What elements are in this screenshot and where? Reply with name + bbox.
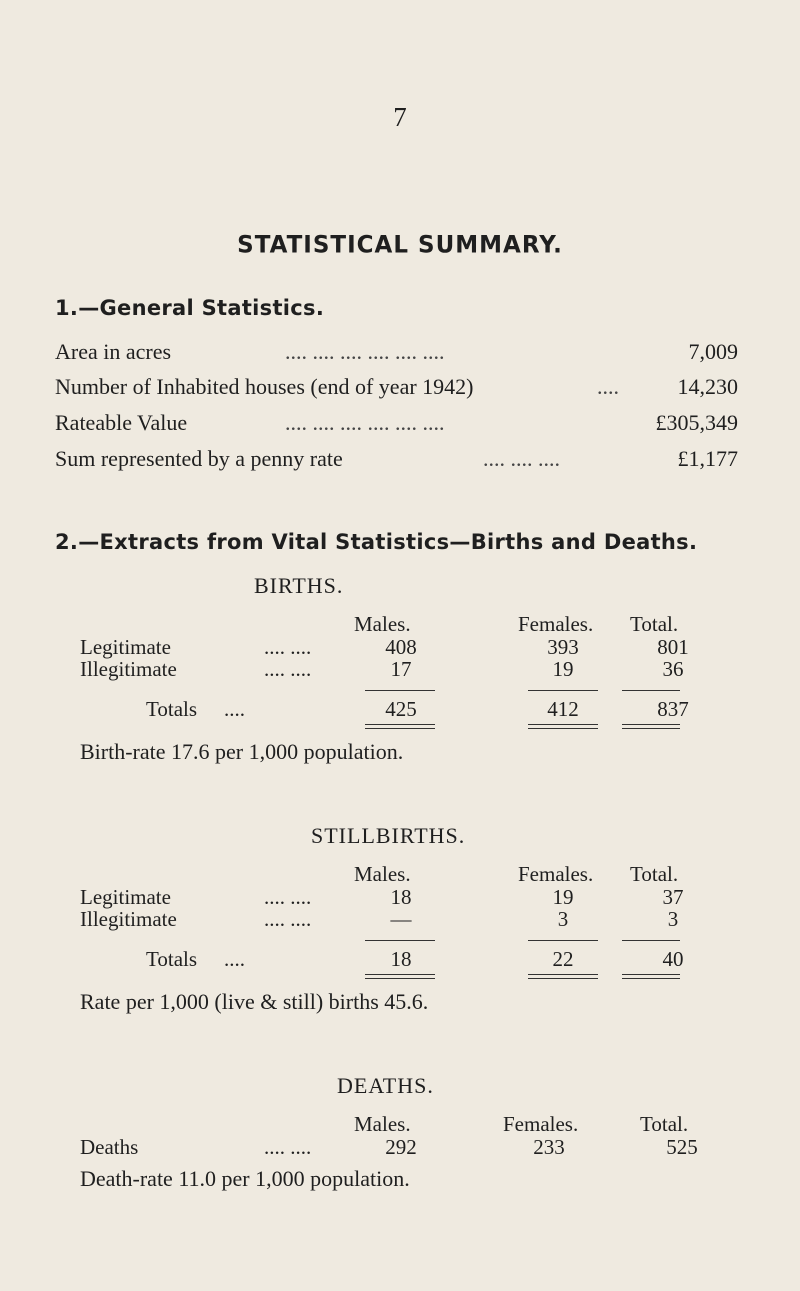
births-illegit-females: 19 bbox=[552, 657, 574, 681]
leader-dots: .... .... bbox=[264, 885, 312, 909]
row-value: £1,177 bbox=[677, 446, 738, 471]
row-label: Rateable Value bbox=[55, 410, 188, 435]
deaths-title: DEATHS. bbox=[337, 1073, 434, 1098]
deaths-total: 525 bbox=[666, 1135, 698, 1159]
births-col-males: Males. bbox=[354, 612, 411, 636]
births-col-females: Females. bbox=[518, 612, 594, 636]
births-title: BIRTHS. bbox=[254, 573, 344, 598]
leader-dots: .... bbox=[224, 947, 245, 971]
stillbirths-col-males: Males. bbox=[354, 862, 411, 886]
stillbirths-row-label: Illegitimate bbox=[80, 907, 177, 931]
leader-dots: .... .... bbox=[264, 907, 312, 931]
stillbirths-double-rule-total bbox=[622, 974, 680, 979]
births-double-rule-males bbox=[365, 724, 435, 729]
stillbirths-totals-males: 18 bbox=[390, 947, 412, 971]
row-value: 7,009 bbox=[688, 339, 738, 364]
stillbirths-title: STILLBIRTHS. bbox=[311, 823, 466, 848]
births-double-rule-females bbox=[528, 724, 598, 729]
stillbirths-totals-total: 40 bbox=[662, 947, 684, 971]
general-row-rateable bbox=[55, 410, 738, 438]
births-illegit-males: 17 bbox=[390, 657, 412, 681]
death-rate-note: Death-rate 11.0 per 1,000 population. bbox=[80, 1166, 410, 1191]
stillbirths-row-label: Legitimate bbox=[80, 885, 171, 909]
stillbirths-legit-females: 19 bbox=[552, 885, 574, 909]
leader-dots: .... bbox=[224, 697, 245, 721]
births-totals-females: 412 bbox=[547, 697, 579, 721]
general-row-penny-rate bbox=[55, 446, 738, 474]
row-label: Number of Inhabited houses (end of year 1942) bbox=[55, 374, 474, 399]
births-legit-males: 408 bbox=[385, 635, 417, 659]
page-title: STATISTICAL SUMMARY. bbox=[237, 231, 563, 259]
births-legit-females: 393 bbox=[547, 635, 579, 659]
general-row-houses bbox=[55, 374, 738, 402]
row-label: Sum represented by a penny rate bbox=[55, 446, 343, 471]
stillbirths-illegit-males: — bbox=[390, 907, 412, 931]
deaths-row-label: Deaths bbox=[80, 1135, 139, 1159]
births-col-total: Total. bbox=[630, 612, 679, 636]
stillbirths-double-rule-females bbox=[528, 974, 598, 979]
general-row-area bbox=[55, 339, 738, 367]
deaths-col-males: Males. bbox=[354, 1112, 411, 1136]
vital-statistics-heading: 2.—Extracts from Vital Statistics—Births and Deaths. bbox=[55, 530, 698, 554]
row-value: £305,349 bbox=[655, 410, 738, 435]
stillbirths-col-total: Total. bbox=[630, 862, 679, 886]
leader-dots: .... .... .... bbox=[483, 446, 560, 471]
births-totals-label: Totals bbox=[146, 697, 198, 721]
stillbirths-rule-females bbox=[528, 940, 598, 941]
stillbirths-illegit-total: 3 bbox=[667, 907, 679, 931]
stillbirths-rule-total bbox=[622, 940, 680, 941]
stillbirths-double-rule-males bbox=[365, 974, 435, 979]
leader-dots: .... .... bbox=[264, 1135, 312, 1159]
births-rule-females bbox=[528, 690, 598, 691]
stillbirths-illegit-females: 3 bbox=[557, 907, 569, 931]
deaths-females: 233 bbox=[533, 1135, 565, 1159]
stillbirths-rule-males bbox=[365, 940, 435, 941]
deaths-males: 292 bbox=[385, 1135, 417, 1159]
deaths-col-females: Females. bbox=[503, 1112, 579, 1136]
births-row-label: Legitimate bbox=[80, 635, 171, 659]
page-number: 7 bbox=[393, 102, 407, 132]
deaths-col-total: Total. bbox=[640, 1112, 689, 1136]
birth-rate-note: Birth-rate 17.6 per 1,000 population. bbox=[80, 739, 404, 764]
stillbirths-legit-total: 37 bbox=[662, 885, 684, 909]
leader-dots: .... .... bbox=[264, 635, 312, 659]
row-label: Area in acres bbox=[55, 339, 172, 364]
births-totals-total: 837 bbox=[657, 697, 689, 721]
births-row-label: Illegitimate bbox=[80, 657, 177, 681]
stillbirths-legit-males: 18 bbox=[390, 885, 412, 909]
row-value: 14,230 bbox=[677, 374, 738, 399]
births-rule-total bbox=[622, 690, 680, 691]
leader-dots: .... bbox=[597, 374, 619, 399]
leader-dots: .... .... .... .... .... .... bbox=[285, 410, 445, 435]
leader-dots: .... .... .... .... .... .... bbox=[285, 339, 445, 364]
births-illegit-total: 36 bbox=[662, 657, 684, 681]
stillbirths-totals-label: Totals bbox=[146, 947, 198, 971]
stillbirths-totals-females: 22 bbox=[552, 947, 574, 971]
general-statistics-heading: 1.—General Statistics. bbox=[55, 296, 325, 320]
stillbirths-col-females: Females. bbox=[518, 862, 594, 886]
births-double-rule-total bbox=[622, 724, 680, 729]
births-rule-males bbox=[365, 690, 435, 691]
births-legit-total: 801 bbox=[657, 635, 689, 659]
births-totals-males: 425 bbox=[385, 697, 417, 721]
stillbirth-rate-note: Rate per 1,000 (live & still) births 45.6. bbox=[80, 989, 429, 1014]
leader-dots: .... .... bbox=[264, 657, 312, 681]
